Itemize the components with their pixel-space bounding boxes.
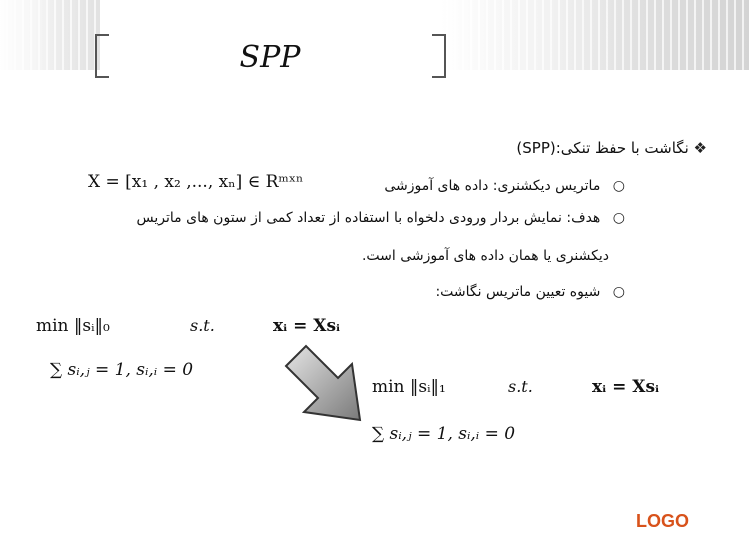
l1-constraint-st: s.t. xyxy=(508,377,533,396)
transition-arrow-icon xyxy=(280,340,370,430)
title-bracket-right xyxy=(432,34,446,78)
bullet-method-text: شیوه تعیین ماتریس نگاشت: xyxy=(435,284,601,300)
bullet-goal-1 xyxy=(137,210,625,226)
logo: LOGO xyxy=(636,511,689,531)
l1-reconstruction: xᵢ = Xsᵢ xyxy=(592,377,660,397)
l0-constraint-st: s.t. xyxy=(190,316,215,335)
l1-objective: min ‖sᵢ‖₁ xyxy=(372,377,446,397)
bullet-matrix-text: ماتریس دیکشنری: داده های آموزشی xyxy=(384,178,601,194)
slide-title: SPP xyxy=(239,40,301,75)
l0-reconstruction: xᵢ = Xsᵢ xyxy=(273,316,341,336)
header-decoration-left xyxy=(0,0,100,70)
header-decoration-right xyxy=(440,0,749,70)
bullet-main-text: نگاشت با حفظ تنکی:(SPP) xyxy=(516,139,689,157)
bullet-goal-2: دیکشنری یا همان داده های آموزشی است. xyxy=(361,248,609,264)
bullet-goal-text-1: هدف: نمایش بردار ورودی دلخواه با استفاده از تعداد کمی از ستون های ماتریس xyxy=(136,210,601,226)
bullet-matrix xyxy=(384,178,625,194)
l1-sum-constraint: ∑ sᵢ,ⱼ = 1, sᵢ,ᵢ = 0 xyxy=(372,424,516,444)
circle-bullet-icon: ○ xyxy=(612,284,625,300)
circle-bullet-icon: ○ xyxy=(612,210,625,226)
l0-sum-constraint: ∑ sᵢ,ⱼ = 1, sᵢ,ᵢ = 0 xyxy=(50,360,194,380)
l0-objective: min ‖sᵢ‖₀ xyxy=(36,316,110,336)
circle-bullet-icon: ○ xyxy=(612,178,625,194)
bullet-main xyxy=(516,139,707,157)
matrix-definition: X = [x₁ , x₂ ,..., xₙ] ∈ Rᵐˣⁿ xyxy=(88,172,304,192)
title-bracket-left xyxy=(95,34,109,78)
bullet-method xyxy=(435,284,625,300)
diamond-bullet-icon: ❖ xyxy=(693,139,707,157)
